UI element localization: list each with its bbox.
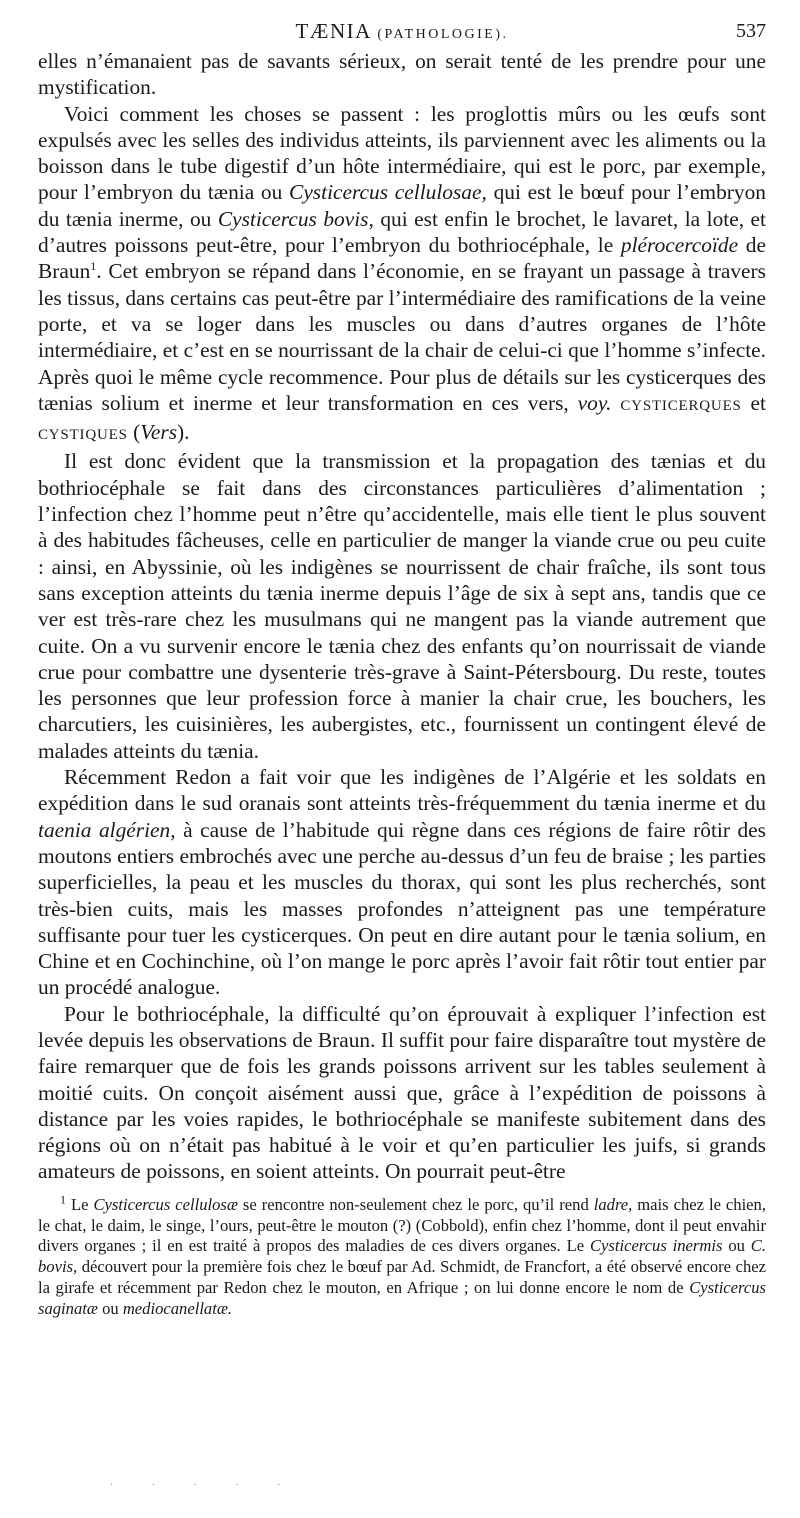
text-run: découvert pour la première fois chez le bœuf par Ad. Schmidt, de Francfort, a été observé encore chez la girafe et récemment par Redon chez le mouton, en Afrique ; on lui donne encore le nom de: [38, 1257, 766, 1297]
italic-term: Cysticercus bovis,: [217, 206, 374, 231]
italic-term: plérocercoïde: [620, 233, 739, 258]
text-run: et: [741, 390, 766, 415]
text-run: qui est enfin le brochet, le lavaret, la lote, et d’autres poissons peut-être, pour l’embryon du bothriocéphale, le: [38, 206, 766, 258]
italic-term: C. bovis,: [38, 1236, 767, 1277]
footnote-mark: 1: [60, 1192, 66, 1207]
footnote-1: [38, 1192, 767, 1320]
paragraph-5: Pour le bothriocéphale, la difficulté qu’on éprouvait à expliquer l’infection est levée depuis les observations de Braun. Il suffit pour faire disparaître tout mystère de faire remarquer que de fois les grands poissons arrivent sur les tables seulement à moitié cuits. On conçoit aisément aussi que, grâce à l’expédition de poissons à distance par les voies rapides, le bothriocéphale se manifeste subitement dans des régions où on n’était pas habitué à le voir et qu’en particulier les juifs, si grands amateurs de poissons, en soient atteints. On pourrait peut-être: [38, 1001, 766, 1184]
paragraph-2: [38, 101, 766, 449]
text-run: Le: [66, 1194, 94, 1214]
running-head: [38, 14, 766, 48]
italic-term: Cysticercus cellulosæ: [93, 1194, 238, 1214]
italic-term: Cysticercus inermis: [589, 1236, 723, 1256]
italic-term: Cysticercus saginatæ: [38, 1277, 766, 1318]
text-run: de Braun: [38, 233, 766, 284]
italic-term: ladre,: [593, 1194, 633, 1214]
footnotes: [38, 1192, 767, 1320]
scan-specks: · · · · ·: [110, 1480, 299, 1491]
text-run: mais chez le chien, le chat, le daim, le singe, l’ours, peut-être le mouton (?) (Cobbold), enfin chez l’homme, dont il peut envahir divers organes ; il en est traité à propos des maladies de ces divers organes. Le: [38, 1194, 766, 1256]
cross-reference: CYSTICERQUES: [620, 397, 742, 414]
paragraph-4: [38, 764, 766, 1001]
text-run: (: [127, 420, 141, 445]
text-run: ).: [177, 420, 190, 445]
text-run: se rencontre non-seulement chez le porc, qu’il rend: [237, 1194, 594, 1214]
running-head-title: TÆNIA: [295, 19, 371, 43]
footnote-reference[interactable]: 1: [90, 259, 97, 274]
text-run: à cause de l’habitude qui règne dans ces régions de faire rôtir des moutons entiers embrochés avec une perche au-dessus d’un feu de braise ; les parties superficielles, la peau et les muscles du thorax, qui sont les plus recherchés, sont très-bien cuits, mais les masses profondes n’atteignent pas une température suffisante pour tuer les cysticerques. On peut en dire autant pour le tænia solium, en Chine et en Cochinchine, où l’on mange le porc après l’avoir fait rôtir tout entier par un procédé analogue.: [38, 817, 767, 1000]
text-run: ou: [722, 1236, 751, 1256]
paragraph-3: Il est donc évident que la transmission et la propagation des tænias et du bothriocéphale se fait dans des circonstances particulières d’alimentation ; l’infection chez l’homme peut n’être qu’accidentelle, mais elle tient le plus souvent à des habitudes fâcheuses, celle en particulier de manger la viande crue ou peu cuite : ainsi, en Abyssinie, où les indigènes se nourrissent de chair fraîche, ils sont tous sans exception atteints du tænia inerme depuis l’âge de six à sept ans, tandis que ce ver est très-rare chez les musulmans qui ne mangent pas la viande autrement que cuite. On a vu survenir encore le tænia chez des enfants qu’on nourrissait de viande crue pour combattre une dysenterie très-grave à Saint-Pétersbourg. Du reste, toutes les personnes que leur profession force à manier la chair crue, les bouchers, les charcutiers, les cuisinières, les aubergistes, etc., fournissent un contingent élevé de malades atteints du tænia.: [38, 449, 766, 763]
cross-reference: CYSTIQUES: [38, 427, 128, 444]
text-run: Récemment Redon a fait voir que les indigènes de l’Algérie et les soldats en expédition dans le sud oranais sont atteints très-fréquemment du tænia inerme et du: [38, 765, 766, 816]
italic-term: voy.: [577, 390, 612, 415]
text-run: qui est le bœuf pour l’embryon du tænia inerme, ou: [38, 180, 766, 231]
main-text: [38, 48, 766, 1185]
page-number: 537: [736, 20, 766, 42]
italic-term: Vers: [140, 420, 178, 445]
text-run: Voici comment les choses se passent : les proglottis mûrs ou les œufs sont expulsés avec les selles des individus atteints, ils parviennent avec les aliments ou la boisson dans le tube digestif d’un hôte intermédiaire, qui est le porc, par exemple, pour l’embryon du tænia ou: [38, 101, 766, 205]
italic-term: mediocanellatæ.: [122, 1298, 233, 1318]
paragraph-1: elles n’émanaient pas de savants sérieux, on serait tenté de les prendre pour une mystification.: [38, 49, 766, 100]
italic-term: Cysticercus cellulosae,: [289, 180, 487, 205]
text-run: ou: [97, 1298, 123, 1318]
italic-term: taenia algérien,: [38, 817, 176, 842]
text-run: . Cet embryon se répand dans l’économie, en se frayant un passage à travers les tissus, dans certains cas peut-être par l’intermédiaire des ramifications de la veine porte, et va se loger dans les muscles ou dans d’autres organes de l’hôte intermédiaire, et c’est en se nourrissant de la chair de celui-ci que l’homme s’infecte. Après quoi le même cycle recommence. Pour plus de détails sur les cysticerques des tænias solium et inerme et leur transformation en ces vers,: [38, 259, 766, 415]
running-head-subtitle: (PATHOLOGIE).: [377, 27, 509, 42]
